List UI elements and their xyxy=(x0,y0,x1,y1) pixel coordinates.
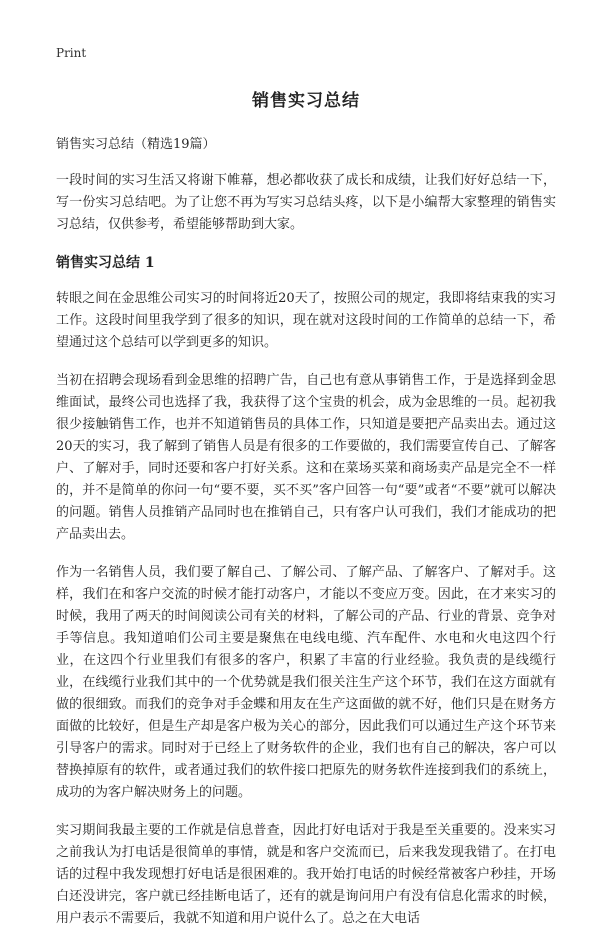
body-paragraph: 转眼之间在金思维公司实习的时间将近20天了，按照公司的规定，我即将结束我的实习工作。这段时间里我学到了很多的知识，现在就对这段时间的工作简单的总结一下，希望通过这个总结可以学到更多的知识。 xyxy=(56,291,556,350)
body-paragraph: 当初在招聘会现场看到金思维的招聘广告，自己也有意从事销售工作，于是选择到金思维面试，最终公司也选择了我，我获得了这个宝贵的机会，成为金思维的一员。起初我很少接触销售工作，也并不知道销售员的具体工作，只知道是要把产品卖出去。通过这20天的实习，我了解到了销售人员是有很多的工作要做的，我们需要宣传自己、了解客户、了解对手，同时还要和客户打好关系。这和在菜场买菜和商场卖产品是完全不一样的，并不是简单的你问一句“要不要，买不买”客户回答一句“要”或者“不要”就可以解决的问题。销售人员推销产品同时也在推销自己，只有客户认可我们，我们才能成功的把产品卖出去。 xyxy=(56,373,556,542)
body-paragraph: 作为一名销售人员，我们要了解自己、了解公司、了解产品、了解客户、了解对手。这样，我们在和客户交流的时候才能打动客户，才能以不变应万变。因此，在才来实习的时候，我用了两天的时间阅读公司有关的材料，了解公司的产品、行业的背景、竞争对手等信息。我知道咱们公司主要是聚焦在电线电缆、汽车配件、水电和火电这四个行业，在这四个行业里我们有很多的客户，积累了丰富的行业经验。我负责的是线缆行业，在线缆行业我们其中的一个优势就是我们很关注生产这个环节，我们在这方面就有做的很细致。而我们的竞争对手金蝶和用友在生产这面做的就不好，他们只是在财务方面做的比较好，但是生产却是客户极为关心的部分，因此我们可以通过生产这个环节来引导客户的需求。同时对于已经上了财务软件的企业，我们也有自己的解决，客户可以替换掉原有的软件，或者通过我们的软件接口把原先的财务软件连接到我们的系统上，成功的为客户解决财务上的问题。 xyxy=(56,565,556,800)
document-title: 销售实习总结 xyxy=(252,91,360,111)
print-label[interactable]: Print xyxy=(56,46,87,60)
intro-paragraph: 一段时间的实习生活又将谢下帷幕，想必都收获了成长和成绩，让我们好好总结一下，写一份实习总结吧。为了让您不再为写实习总结头疼，以下是小编帮大家整理的销售实习总结，仅供参考，希望能够帮助到大家。 xyxy=(56,173,556,232)
body-paragraph: 实习期间我最主要的工作就是信息普查，因此打好电话对于我是至关重要的。没来实习之前我认为打电话是很简单的事情，就是和客户交流而已，后来我发现我错了。在打电话的过程中我发现想打好电话是很困难的。我开始打电话的时候经常被客户秒挂，开场白还没讲完，客户就已经挂断电话了，还有的就是询问用户有没有信息化需求的时候，用户表示不需要后，我就不知道和用户说什么了。总之在大电话 xyxy=(56,823,556,926)
section-heading: 销售实习总结 1 xyxy=(56,255,155,271)
document-subtitle: 销售实习总结（精选19篇） xyxy=(56,137,216,152)
